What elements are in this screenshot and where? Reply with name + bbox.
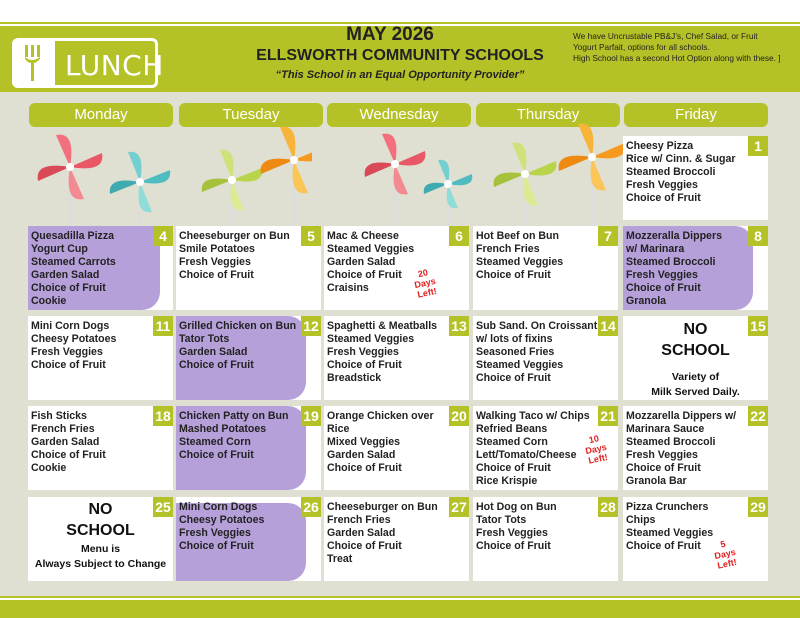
menu-item: Craisins (327, 281, 369, 294)
menu-item: Choice of Fruit (327, 539, 402, 552)
menu-item: French Fries (31, 422, 95, 435)
menu-item: Rice (327, 422, 350, 435)
day-cell-8 (623, 226, 768, 310)
menu-item: Pizza Crunchers (626, 501, 709, 513)
menu-item: Hot Dog on Bun (476, 501, 557, 513)
menu-items (626, 230, 746, 307)
month-title: MAY 2026 (346, 24, 434, 45)
days-left-line: Left! (716, 556, 738, 571)
days-left-note (706, 536, 744, 572)
menu-item: Choice of Fruit (476, 461, 551, 474)
no-school-label (623, 319, 768, 361)
day-cell-26 (176, 497, 321, 581)
menu-item: Sub Sand. On Croissant (476, 320, 598, 332)
day-cell-11 (28, 316, 173, 400)
menu-item: Choice of Fruit (626, 461, 701, 474)
menu-item: Fresh Veggies (626, 178, 698, 191)
menu-items (179, 320, 299, 372)
day-cell-7 (473, 226, 618, 310)
menu-item: Garden Salad (31, 268, 100, 281)
menu-item: Choice of Fruit (179, 539, 254, 552)
menu-item: Choice of Fruit (476, 268, 551, 281)
menu-item: Rice w/ Cinn. & Sugar (626, 152, 736, 165)
menu-items (327, 501, 447, 566)
logo-text: LUNCH (65, 49, 164, 82)
menu-item: w/ lots of fixins (476, 332, 553, 345)
date-number: 28 (598, 497, 618, 517)
date-number: 8 (748, 226, 768, 246)
menu-item: Mozzarella Dippers w/ (626, 410, 737, 422)
date-number: 20 (449, 406, 469, 426)
menu-item: Mashed Potatoes (179, 422, 267, 435)
menu-item: Tator Tots (179, 332, 230, 345)
menu-item: Choice of Fruit (179, 358, 254, 371)
menu-item: Smile Potatoes (179, 242, 255, 255)
menu-item: Garden Salad (31, 435, 100, 448)
menu-item: Fresh Veggies (626, 448, 698, 461)
menu-items (626, 140, 746, 205)
menu-item: Garden Salad (327, 448, 396, 461)
menu-item: Hot Beef on Bun (476, 230, 559, 242)
menu-item: Steamed Veggies (626, 526, 714, 539)
day-cell-1 (623, 136, 768, 220)
menu-item: Tator Tots (476, 513, 527, 526)
menu-item: Steamed Broccoli (626, 435, 716, 448)
menu-items (31, 410, 151, 475)
menu-item: Choice of Fruit (179, 448, 254, 461)
menu-item: Marinara Sauce (626, 422, 705, 435)
day-cell-22 (623, 406, 768, 490)
day-header-wednesday: Wednesday (327, 103, 471, 127)
menu-item: Choice of Fruit (327, 358, 402, 371)
day-cell-15 (623, 316, 768, 400)
menu-item: Fresh Veggies (179, 526, 251, 539)
day-cell-14 (473, 316, 618, 400)
menu-item: Mac & Cheese (327, 230, 399, 242)
menu-item: Steamed Broccoli (626, 165, 716, 178)
menu-item: Cheesy Potatoes (31, 332, 117, 345)
menu-item: Fish Sticks (31, 410, 87, 422)
menu-item: Mini Corn Dogs (179, 501, 258, 513)
note-line: High School has a second Hot Option along with these. ] (573, 53, 781, 63)
day-header-monday: Monday (29, 103, 173, 127)
date-number: 27 (449, 497, 469, 517)
menu-item: Grilled Chicken on Bun (179, 320, 297, 332)
day-header-friday: Friday (624, 103, 768, 127)
menu-items (476, 501, 596, 553)
menu-items (327, 410, 447, 475)
menu-item: Quesadilla Pizza (31, 230, 115, 242)
day-cell-4 (28, 226, 173, 310)
bottom-line (0, 598, 800, 600)
days-left-line: Days (713, 546, 737, 562)
menu-item: Breadstick (327, 371, 382, 384)
menu-item: Rice Krispie (476, 474, 538, 487)
menu-item: Cheeseburger on Bun (179, 230, 290, 242)
menu-items (626, 410, 746, 487)
menu-item: Steamed Veggies (476, 255, 564, 268)
menu-item: Walking Taco w/ Chips (476, 410, 590, 422)
menu-items (179, 410, 299, 462)
menu-item: Fresh Veggies (626, 268, 698, 281)
date-number: 5 (301, 226, 321, 246)
date-number: 22 (748, 406, 768, 426)
menu-item: Steamed Veggies (327, 242, 415, 255)
date-number: 4 (153, 226, 173, 246)
menu-item: Choice of Fruit (626, 539, 701, 552)
date-number: 11 (153, 316, 173, 336)
menu-item: Garden Salad (327, 526, 396, 539)
menu-item: Garden Salad (327, 255, 396, 268)
menu-item: Granola Bar (626, 474, 687, 487)
school-title: ELLSWORTH COMMUNITY SCHOOLS (256, 47, 544, 64)
menu-change-note (28, 542, 173, 572)
menu-items (179, 230, 299, 282)
fork-icon (15, 41, 55, 85)
top-bar (0, 0, 800, 22)
menu-item: Steamed Veggies (327, 332, 415, 345)
menu-item: Fresh Veggies (476, 526, 548, 539)
menu-item: Choice of Fruit (327, 461, 402, 474)
day-cell-29 (623, 497, 768, 581)
date-number: 6 (449, 226, 469, 246)
menu-items (476, 230, 596, 282)
menu-items (476, 320, 596, 385)
date-number: 19 (301, 406, 321, 426)
menu-item: Seasoned Fries (476, 345, 555, 358)
day-cell-18 (28, 406, 173, 490)
menu-item: Fresh Veggies (327, 345, 399, 358)
menu-item: Steamed Corn (476, 435, 548, 448)
note-line: Yogurt Parfait, options for all schools. (573, 42, 710, 52)
day-cell-13 (324, 316, 469, 400)
menu-items (476, 410, 596, 487)
day-cell-28 (473, 497, 618, 581)
day-cell-19 (176, 406, 321, 490)
no-school-line: NO (88, 501, 113, 518)
day-header-thursday: Thursday (476, 103, 620, 127)
menu-item: Cheesy Potatoes (179, 513, 265, 526)
days-left-line: 5 (719, 538, 727, 550)
menu-item: Mixed Veggies (327, 435, 401, 448)
milk-note-line: Variety of (671, 371, 720, 383)
menu-item: Choice of Fruit (31, 448, 106, 461)
date-number: 26 (301, 497, 321, 517)
days-left-line: 10 (587, 433, 600, 446)
date-number: 13 (449, 316, 469, 336)
menu-item: Orange Chicken over (327, 410, 434, 422)
menu-items (31, 320, 151, 372)
menu-item: Fresh Veggies (179, 255, 251, 268)
pinwheel-decoration (22, 112, 312, 237)
menu-change-line: Menu is (80, 543, 121, 555)
menu-items (327, 320, 447, 385)
date-number: 14 (598, 316, 618, 336)
day-cell-5 (176, 226, 321, 310)
menu-item: French Fries (476, 242, 540, 255)
menu-item: Choice of Fruit (31, 281, 106, 294)
days-left-line: Left! (587, 451, 609, 466)
menu-item: Steamed Broccoli (626, 255, 716, 268)
menu-item: French Fries (327, 513, 391, 526)
no-school-label (28, 499, 173, 541)
menu-item: Choice of Fruit (626, 281, 701, 294)
menu-item: Choice of Fruit (179, 268, 254, 281)
date-number: 7 (598, 226, 618, 246)
day-cell-27 (324, 497, 469, 581)
date-number: 1 (748, 136, 768, 156)
menu-item: Choice of Fruit (327, 268, 402, 281)
menu-change-line: Always Subject to Change (34, 558, 167, 570)
note-line: We have Uncrustable PB&J’s, Chef Salad, or Fruit (573, 31, 758, 41)
menu-item: Mini Corn Dogs (31, 320, 110, 332)
menu-item: Granola (626, 294, 667, 307)
tagline: “This School in an Equal Opportunity Provider” (275, 69, 525, 81)
menu-item: w/ Marinara (626, 242, 685, 255)
days-left-note (406, 265, 444, 301)
menu-item: Cheesy Pizza (626, 140, 694, 152)
date-number: 15 (748, 316, 768, 336)
menu-item: Choice of Fruit (626, 191, 701, 204)
menu-item: Steamed Corn (179, 435, 251, 448)
menu-item: Treat (327, 552, 353, 565)
menu-item: Mozzeralla Dippers (626, 230, 722, 242)
days-left-line: Days (584, 441, 608, 457)
days-left-line: Left! (416, 285, 438, 300)
no-school-line: SCHOOL (66, 522, 135, 539)
bottom-bar (0, 596, 800, 618)
menu-items (31, 230, 151, 307)
menu-item: Cookie (31, 294, 67, 307)
days-left-note (577, 431, 615, 467)
menu-items (179, 501, 299, 553)
day-cell-12 (176, 316, 321, 400)
no-school-line: SCHOOL (661, 342, 730, 359)
date-number: 18 (153, 406, 173, 426)
day-cell-6 (324, 226, 469, 310)
menu-item: Steamed Carrots (31, 255, 116, 268)
days-left-line: Days (413, 275, 437, 291)
date-number: 25 (153, 497, 173, 517)
menu-item: Spaghetti & Meatballs (327, 320, 438, 332)
menu-item: Chicken Patty on Bun (179, 410, 289, 422)
menu-item: Cookie (31, 461, 67, 474)
menu-item: Refried Beans (476, 422, 548, 435)
date-number: 29 (748, 497, 768, 517)
day-cell-20 (324, 406, 469, 490)
menu-item: Lett/Tomato/Cheese (476, 448, 577, 461)
menu-item: Choice of Fruit (31, 358, 106, 371)
days-left-line: 20 (416, 267, 429, 280)
menu-item: Garden Salad (179, 345, 248, 358)
milk-note-line: Milk Served Daily. (651, 386, 740, 398)
menu-item: Fresh Veggies (31, 345, 103, 358)
date-number: 21 (598, 406, 618, 426)
no-school-line: NO (683, 321, 708, 338)
date-number: 12 (301, 316, 321, 336)
menu-item: Steamed Veggies (476, 358, 564, 371)
menu-item: Choice of Fruit (476, 539, 551, 552)
pinwheel-decoration (340, 112, 630, 237)
lunch-logo (12, 38, 164, 88)
menu-item: Cheeseburger on Bun (327, 501, 438, 513)
day-cell-25 (28, 497, 173, 581)
milk-note (623, 370, 768, 400)
options-note (573, 31, 798, 64)
menu-item: Yogurt Cup (31, 242, 88, 255)
day-cell-21 (473, 406, 618, 490)
menu-item: Chips (626, 513, 656, 526)
day-header-tuesday: Tuesday (179, 103, 323, 127)
menu-item: Choice of Fruit (476, 371, 551, 384)
